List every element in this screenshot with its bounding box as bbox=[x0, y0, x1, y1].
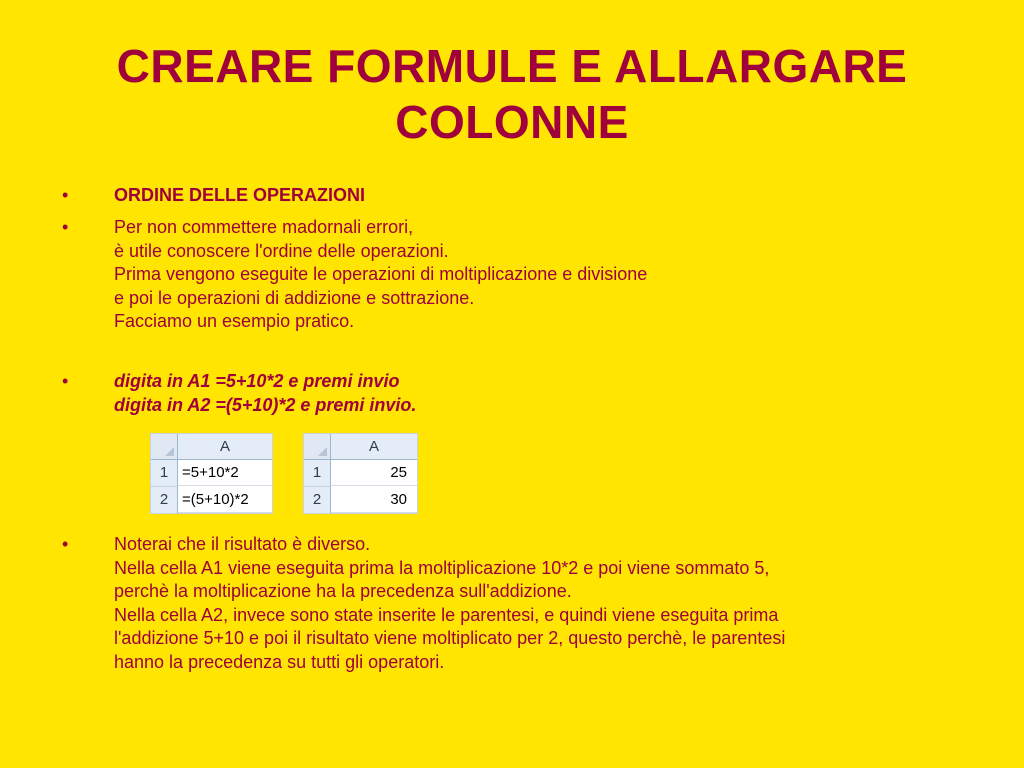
bullet-text-line: perchè la moltiplicazione ha la precedenza sull'addizione. bbox=[114, 581, 572, 601]
cell-a2: 30 bbox=[331, 487, 417, 513]
bullet-text-line: Nella cella A1 viene eseguita prima la moltiplicazione 10*2 e poi viene sommato 5, bbox=[114, 557, 770, 578]
row-header: 1 bbox=[151, 460, 178, 487]
bullet-dot-icon: • bbox=[62, 185, 69, 205]
spreadsheet-formulas-image bbox=[150, 433, 273, 514]
select-all-corner-icon bbox=[151, 434, 178, 460]
bullet-text-line: Per non commettere madornali errori, bbox=[114, 217, 414, 237]
bullet-text-line: l'addizione 5+10 e poi il risultato viene moltiplicato per 2, questo perchè, le parentesi bbox=[114, 628, 786, 648]
bullet-dot-icon: • bbox=[62, 534, 69, 554]
select-all-corner-icon bbox=[304, 434, 331, 460]
bullet-text-line: e poi le operazioni di addizione e sottrazione. bbox=[114, 287, 475, 308]
slide-title-line-2: COLONNE bbox=[395, 96, 629, 148]
bullet-text-line: digita in A1 =5+10*2 e premi invio bbox=[114, 371, 400, 391]
bullet-text-line: digita in A2 =(5+10)*2 e premi invio. bbox=[114, 394, 417, 415]
bullet-text-line: Facciamo un esempio pratico. bbox=[114, 311, 355, 331]
row-header: 2 bbox=[151, 487, 178, 514]
bullet-text-line: ORDINE DELLE OPERAZIONI bbox=[114, 185, 366, 205]
bullet-instructions bbox=[62, 370, 982, 417]
bullet-text-line: è utile conoscere l'ordine delle operazioni. bbox=[114, 240, 449, 261]
cell-a1: 25 bbox=[331, 460, 417, 486]
slide-title bbox=[0, 38, 1024, 150]
bullet-dot-icon: • bbox=[62, 217, 69, 237]
row-header: 1 bbox=[304, 460, 331, 487]
bullet-text-line: hanno la precedenza su tutti gli operatori. bbox=[114, 651, 445, 672]
column-header: A bbox=[178, 434, 272, 460]
bullet-conclusion bbox=[62, 533, 982, 674]
column-header: A bbox=[331, 434, 417, 460]
row-header: 2 bbox=[304, 487, 331, 514]
bullet-ordine-operazioni bbox=[62, 184, 982, 208]
spreadsheet-results-image bbox=[303, 433, 418, 514]
bullet-text-line: Noterai che il risultato è diverso. bbox=[114, 534, 371, 554]
bullet-text-line: Nella cella A2, invece sono state inserite le parentesi, e quindi viene eseguita prima bbox=[114, 604, 779, 625]
slide-title-line-1: CREARE FORMULE E ALLARGARE bbox=[116, 40, 908, 92]
bullet-dot-icon: • bbox=[62, 371, 69, 391]
cell-a1: =5+10*2 bbox=[178, 460, 272, 486]
bullet-explanation bbox=[62, 216, 982, 334]
bullet-text-line: Prima vengono eseguite le operazioni di moltiplicazione e divisione bbox=[114, 264, 648, 284]
cell-a2: =(5+10)*2 bbox=[178, 487, 272, 513]
